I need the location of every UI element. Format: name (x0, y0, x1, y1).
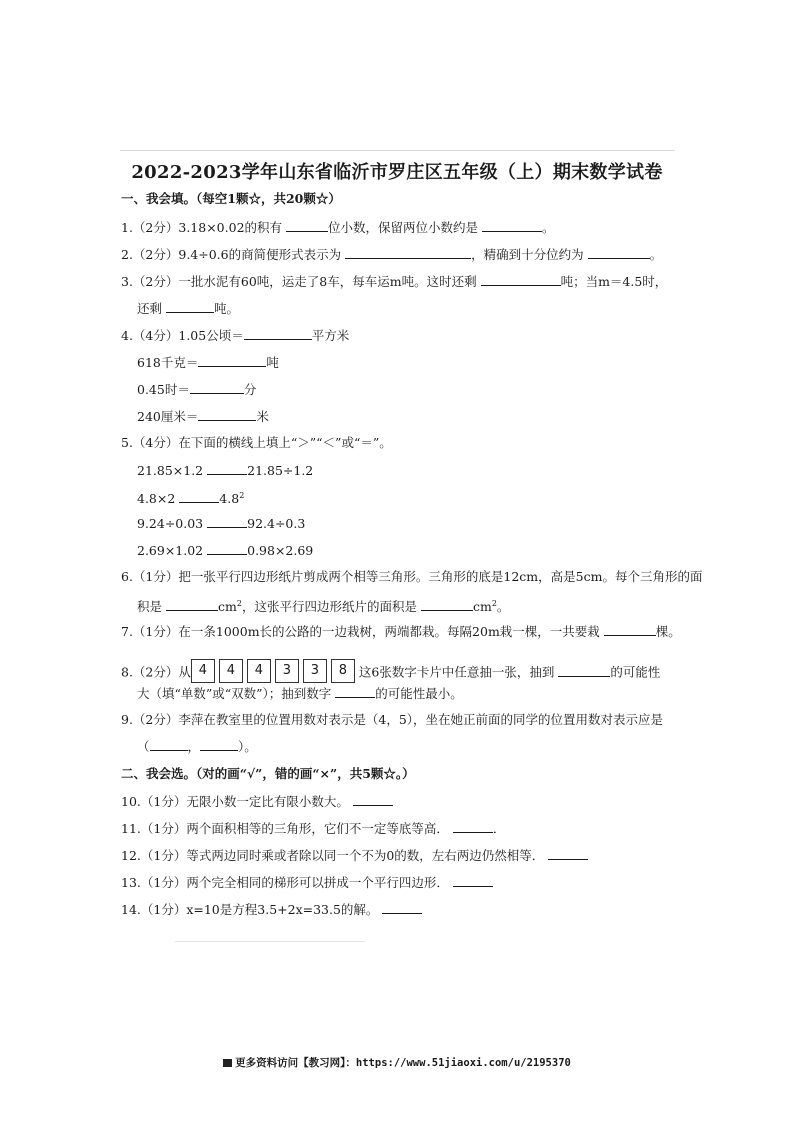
page-title: 2022-2023学年山东省临沂市罗庄区五年级（上）期末数学试卷 (131, 162, 663, 183)
question-4-d: 240厘米＝ 米 (137, 409, 269, 424)
question-13: 13.（1分）两个完全相同的梯形可以拼成一个平行四边形． (121, 874, 681, 891)
answer-blank[interactable] (481, 273, 561, 286)
answer-blank[interactable] (190, 381, 244, 394)
question-8-cont: 大（填“单数”或“双数”）；抽到数字 的可能性最小。 (137, 686, 463, 701)
answer-blank[interactable] (150, 738, 188, 751)
question-8: 8.（2分）从 4 4 4 3 3 8 这6张数字卡片中任意抽一张，抽到 的可能性 (121, 661, 681, 685)
question-10: 10.（1分）无限小数一定比有限小数大。 (121, 793, 681, 810)
answer-blank[interactable] (558, 664, 610, 677)
question-12: 12.（1分）等式两边同时乘或者除以同一个不为0的数，左右两边仍然相等． (121, 847, 681, 864)
answer-blank[interactable] (166, 300, 214, 313)
answer-blank[interactable] (482, 219, 542, 232)
flag-icon (223, 1059, 232, 1067)
number-card: 3 (275, 659, 299, 683)
answer-blank[interactable] (335, 685, 375, 698)
answer-blank[interactable] (244, 327, 312, 340)
question-6: 6.（1分）把一张平行四边形纸片剪成两个相等三角形。三角形的底是12cm，高是5cm。每个三角形的面 (121, 569, 703, 584)
answer-blank[interactable] (382, 901, 422, 914)
answer-blank[interactable] (179, 490, 219, 503)
question-5-row-3: 9.24÷0.03 92.4÷0.3 (137, 516, 306, 531)
answer-blank[interactable] (198, 354, 266, 367)
answer-blank[interactable] (604, 623, 656, 636)
number-card: 3 (303, 659, 327, 683)
answer-blank[interactable] (286, 219, 328, 232)
header-divider (120, 150, 675, 151)
question-6-cont: 积是 $cm^2$，这张平行四边形纸片的面积是 $cm^2$。 (137, 599, 510, 615)
question-5: 5.（4分）在下面的横线上填上“＞”“＜”或“＝”。 (121, 435, 392, 450)
question-9: 9.（2分）李萍在教室里的位置用数对表示是（4，5），坐在她正前面的同学的位置用数对表示应是 (121, 712, 664, 727)
question-7: 7.（1分）在一条1000m长的公路的一边栽树，两端都栽。每隔20m栽一棵，一共要栽 棵。 (121, 624, 681, 639)
number-card: 4 (219, 659, 243, 683)
number-card: 4 (247, 659, 271, 683)
question-2: 2.（2分）9.4÷0.6的商简便形式表示为 ，精确到十分位约为 。 (121, 247, 663, 262)
question-3-cont: 还剩 吨。 (137, 301, 240, 316)
answer-blank[interactable] (207, 515, 247, 528)
footer-divider (175, 941, 365, 942)
answer-blank[interactable] (421, 598, 473, 611)
answer-blank[interactable] (207, 462, 247, 475)
answer-blank[interactable] (548, 847, 588, 860)
footer-text: 更多资料访问【教习网】：https://www.51jiaoxi.com/u/2195370 (235, 1057, 571, 1069)
answer-blank[interactable] (345, 246, 471, 259)
answer-blank[interactable] (353, 793, 393, 806)
question-1: 1.（2分）3.18×0.02的积有 位小数，保留两位小数约是 。 (121, 220, 555, 235)
footer-link[interactable] (0, 1055, 794, 1070)
number-cards (191, 661, 359, 685)
answer-blank[interactable] (588, 246, 650, 259)
answer-blank[interactable] (453, 820, 493, 833)
answer-blank[interactable] (166, 598, 218, 611)
question-5-row-1: 21.85×1.2 21.85÷1.2 (137, 463, 314, 478)
question-5-row-4: 2.69×1.02 0.98×2.69 (137, 543, 314, 558)
question-4-b: 618千克＝ 吨 (137, 355, 279, 370)
answer-blank[interactable] (200, 738, 238, 751)
answer-blank[interactable] (207, 542, 247, 555)
number-card: 4 (191, 659, 215, 683)
question-3: 3.（2分）一批水泥有60吨，运走了8车，每车运m吨。这时还剩 吨；当m＝4.5时， (121, 274, 668, 289)
answer-blank[interactable] (198, 408, 256, 421)
number-card: 8 (331, 659, 355, 683)
question-11: 11.（1分）两个面积相等的三角形，它们不一定等底等高． ． (121, 821, 506, 836)
section-2-heading: 二、我会选。（对的画“√”，错的画“×”，共5颗☆。） (121, 766, 415, 781)
question-5-row-2: 4.8×2 $4.8^2$ (137, 491, 245, 507)
answer-blank[interactable] (453, 874, 493, 887)
question-4: 4.（4分）1.05公顷＝ 平方米 (121, 328, 350, 343)
question-14: 14.（1分）x=10是方程3.5+2x=33.5的解。 (121, 901, 681, 918)
question-9-cont: （ ， ）。 (137, 739, 257, 754)
section-1-heading: 一、我会填。（每空1颗☆，共20颗☆） (121, 191, 341, 206)
question-4-c: 0.45时＝ 分 (137, 382, 257, 397)
